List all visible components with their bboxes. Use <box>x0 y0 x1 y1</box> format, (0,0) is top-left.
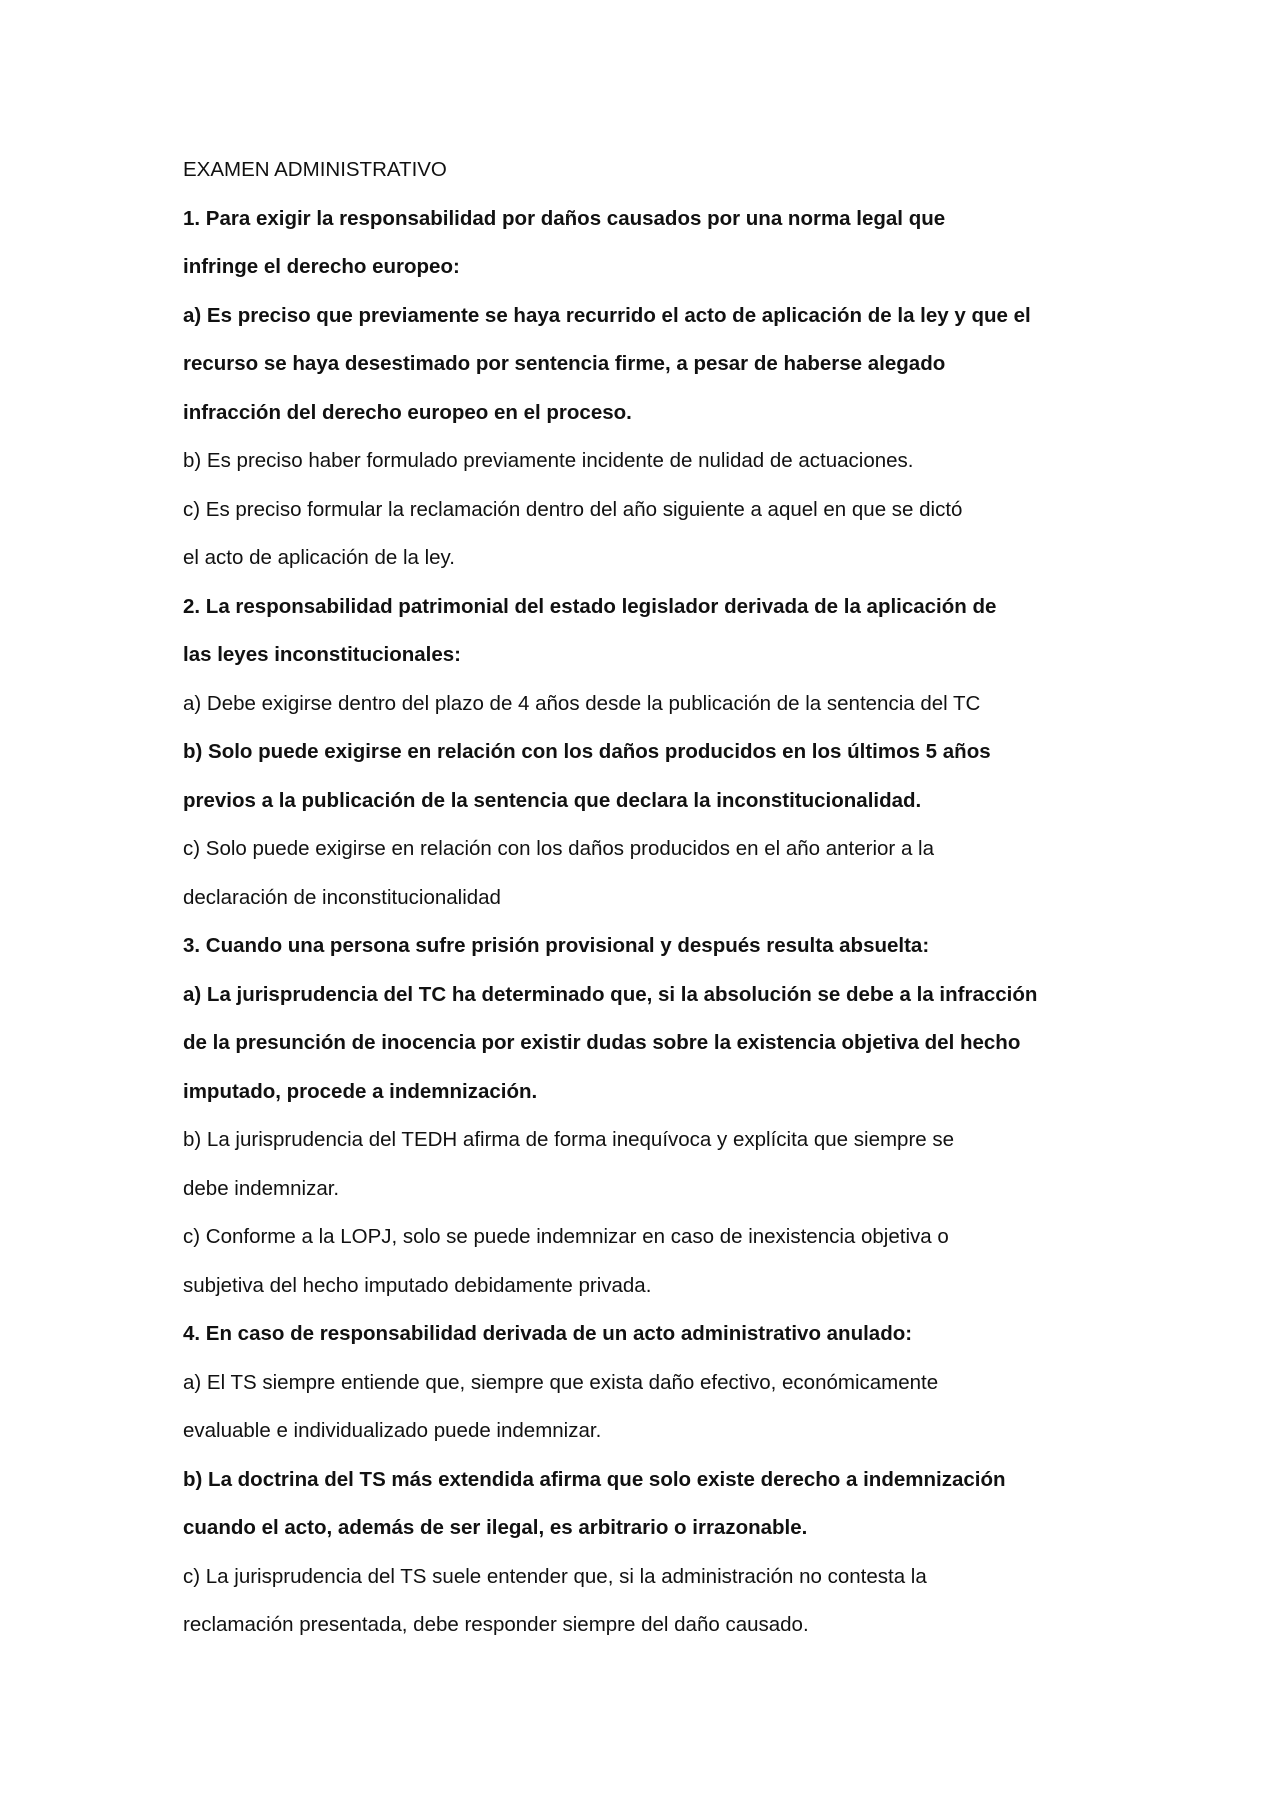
question-3-option-c: subjetiva del hecho imputado debidamente privada. <box>183 1273 652 1297</box>
question-3-text: 3. Cuando una persona sufre prisión provisional y después resulta absuelta: <box>183 934 930 957</box>
question-3-option-a: imputado, procede a indemnización. <box>183 1079 538 1103</box>
question-1-option-a: infracción del derecho europeo en el proceso. <box>183 400 632 424</box>
question-1-text: 1. Para exigir la responsabilidad por daños causados por una norma legal que <box>183 206 946 230</box>
question-4-option-c: c) La jurisprudencia del TS suele entender que, si la administración no contesta la <box>183 1564 927 1588</box>
question-4-option-a: a) El TS siempre entiende que, siempre que exista daño efectivo, económicamente <box>183 1370 939 1394</box>
question-3-option-a: de la presunción de inocencia por existir dudas sobre la existencia objetiva del hecho <box>183 1031 1021 1054</box>
question-4-text: 4. En caso de responsabilidad derivada de un acto administrativo anulado: <box>183 1322 913 1345</box>
question-2-text: 2. La responsabilidad patrimonial del estado legislador derivada de la aplicación de <box>183 594 997 618</box>
question-1-option-c: c) Es preciso formular la reclamación dentro del año siguiente a aquel en que se dictó <box>183 497 963 521</box>
document-page <box>183 146 1083 1650</box>
question-4-option-c: reclamación presentada, debe responder siempre del daño causado. <box>183 1613 809 1636</box>
question-4-option-a: evaluable e individualizado puede indemnizar. <box>183 1419 602 1442</box>
question-4-option-b: cuando el acto, además de ser ilegal, es arbitrario o irrazonable. <box>183 1516 808 1539</box>
question-3-option-b: b) La jurisprudencia del TEDH afirma de forma inequívoca y explícita que siempre se <box>183 1128 955 1151</box>
question-2-option-c: declaración de inconstitucionalidad <box>183 885 501 909</box>
question-2-option-c: c) Solo puede exigirse en relación con los daños producidos en el año anterior a la <box>183 837 935 860</box>
question-3-option-c: c) Conforme a la LOPJ, solo se puede indemnizar en caso de inexistencia objetiva o <box>183 1225 949 1248</box>
question-2-option-a: a) Debe exigirse dentro del plazo de 4 años desde la publicación de la sentencia del TC <box>183 691 981 715</box>
question-1-option-a: a) Es preciso que previamente se haya recurrido el acto de aplicación de la ley y que el <box>183 303 1031 327</box>
question-2-text: las leyes inconstitucionales: <box>183 643 461 666</box>
question-2-option-b: b) Solo puede exigirse en relación con los daños producidos en los últimos 5 años <box>183 740 991 763</box>
question-3-option-a: a) La jurisprudencia del TC ha determinado que, si la absolución se debe a la infracción <box>183 982 1038 1006</box>
question-1-option-b: b) Es preciso haber formulado previamente incidente de nulidad de actuaciones. <box>183 449 914 472</box>
question-1-text: infringe el derecho europeo: <box>183 255 460 278</box>
question-3-option-b: debe indemnizar. <box>183 1176 340 1200</box>
document-title: EXAMEN ADMINISTRATIVO <box>183 158 447 181</box>
question-1-option-c: el acto de aplicación de la ley. <box>183 546 455 569</box>
question-2-option-b: previos a la publicación de la sentencia que declara la inconstitucionalidad. <box>183 788 922 812</box>
question-4-option-b: b) La doctrina del TS más extendida afirma que solo existe derecho a indemnización <box>183 1467 1006 1491</box>
question-1-option-a: recurso se haya desestimado por sentencia firme, a pesar de haberse alegado <box>183 352 946 375</box>
